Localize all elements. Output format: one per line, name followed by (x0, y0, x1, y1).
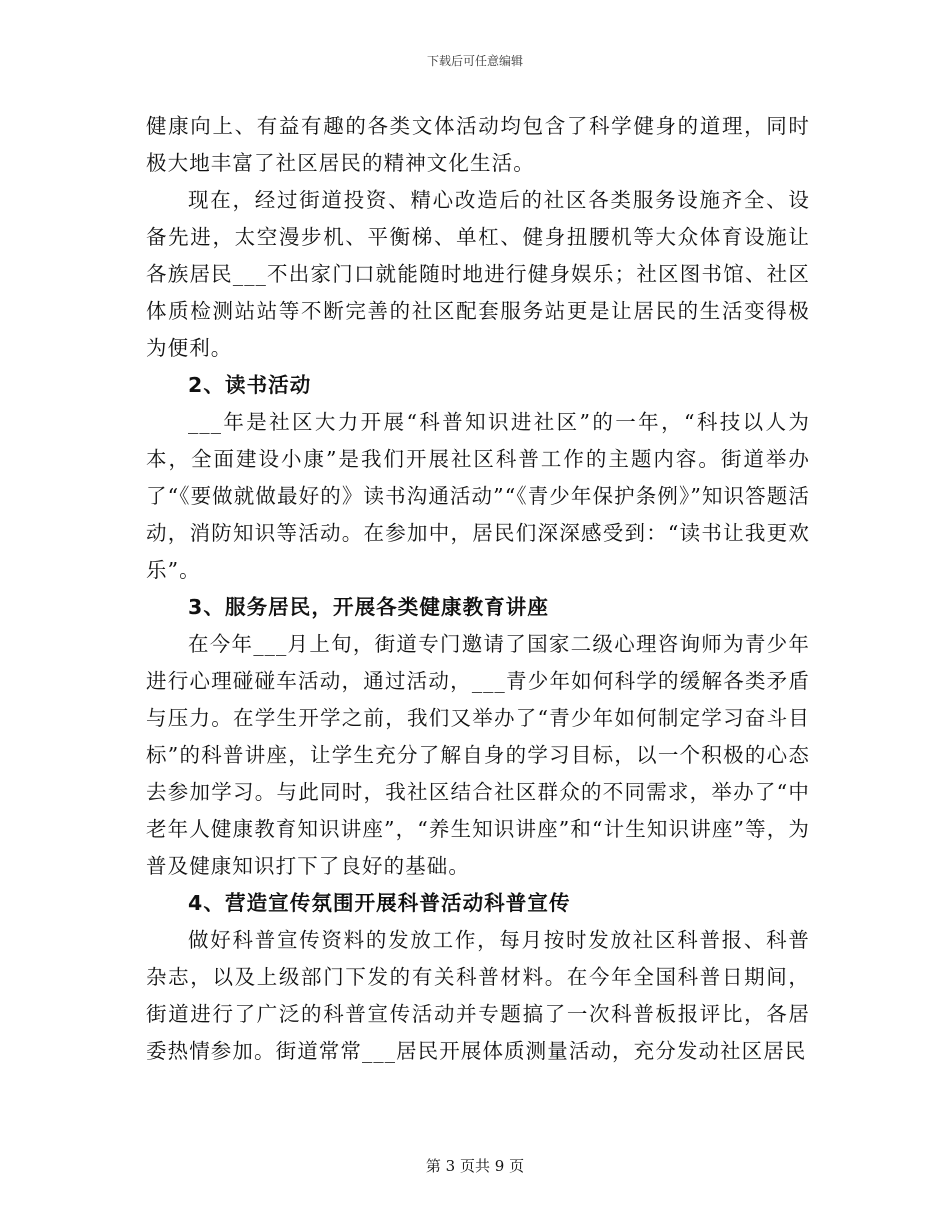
paragraph-health-lectures: 在今年___月上旬，街道专门邀请了国家二级心理咨询师为青少年进行心理碰碰车活动，通过活动，___青少年如何科学的缓解各类矛盾与压力。在学生开学之前，我们又举办了“青少年如何制定学习奋斗目标”的科普讲座，让学生充分了解自身的学习目标，以一个积极的心态去参加学习。与此同时，我社区结合社区群众的不同需求，举办了“中老年人健康教育知识讲座”，“养生知识讲座”和“计生知识讲座”等，为普及健康知识打下了良好的基础。 (146, 632, 810, 878)
section-heading-health-lectures: 3、服务居民，开展各类健康教育讲座 (188, 595, 549, 619)
paragraph-publicity: 做好科普宣传资料的发放工作，每月按时发放社区科普报、科普杂志，以及上级部门下发的有关科普材料。在今年全国科普日期间，街道进行了广泛的科普宣传活动并专题搞了一次科普板报评比，各居委热情参加。街道常常___居民开展体质测量活动，充分发动社区居民 (146, 928, 810, 1063)
paragraph-fitness-culture: 健康向上、有益有趣的各类文体活动均包含了科学健身的道理，同时极大地丰富了社区居民的精神文化生活。 (146, 114, 810, 175)
paragraph-reading-activities: ___年是社区大力开展“科普知识进社区”的一年，“科技以人为本，全面建设小康”是我们开展社区科普工作的主题内容。街道举办了“《要做就做最好的》读书沟通活动”“《青少年保护条例》”知识答题活动，消防知识等活动。在参加中，居民们深深感受到：“读书让我更欢乐”。 (146, 410, 810, 582)
document-body (146, 108, 810, 1070)
page-number: 第 3 页共 9 页 (425, 1157, 525, 1175)
section-heading-publicity: 4、营造宣传氛围开展科普活动科普宣传 (188, 891, 571, 915)
page-header: 下载后可任意编辑 (426, 54, 523, 68)
section-heading-reading: 2、读书活动 (188, 373, 312, 397)
paragraph-facilities: 现在，经过街道投资、精心改造后的社区各类服务设施齐全、设备先进，太空漫步机、平衡梯、单杠、健身扭腰机等大众体育设施让各族居民___不出家门口就能随时地进行健身娱乐；社区图书馆、社区体质检测站站等不断完善的社区配套服务站更是让居民的生活变得极为便利。 (146, 188, 810, 360)
